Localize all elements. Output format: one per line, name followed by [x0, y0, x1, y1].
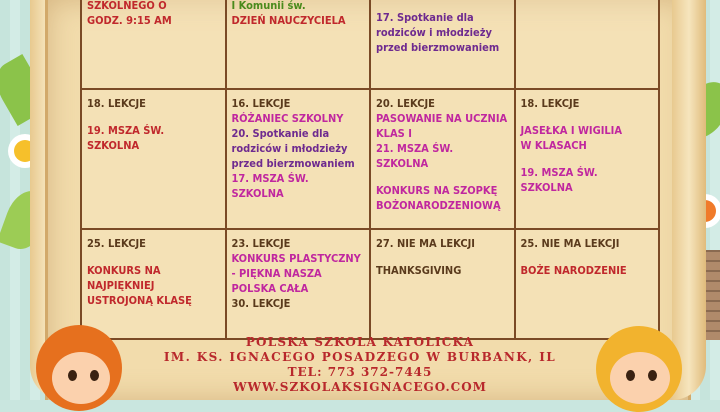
spacer: [87, 111, 220, 123]
calendar-event-line: 23. LEKCJE: [231, 237, 291, 250]
calendar-event-line: THANKSGIVING: [376, 264, 462, 277]
calendar-cell: [81, 229, 226, 339]
calendar-event-line: DZIEŃ NAUCZYCIELA: [231, 14, 346, 27]
calendar-event-line: GODZ. 9:15 AM: [87, 14, 172, 27]
calendar-event-line: SZKOLNA: [231, 187, 284, 200]
spacer: [521, 153, 654, 165]
calendar-cell: [81, 0, 226, 89]
calendar-event-line: POLSKA CAŁA: [231, 282, 309, 295]
calendar-event-line: NAJPIĘKNIEJ: [87, 279, 155, 292]
calendar-event-line: 21. MSZA ŚW. SZKOLNA: [376, 142, 454, 170]
calendar-cell: [370, 229, 515, 339]
calendar-cell: [226, 89, 371, 229]
calendar-event-line: 20. Spotkanie dla: [231, 127, 330, 140]
spacer: [376, 251, 509, 263]
calendar-week-row: [81, 89, 659, 229]
calendar-event-line: 20. LEKCJE: [376, 97, 435, 110]
calendar-week-row: [81, 0, 659, 89]
calendar-event-line: BOŻE NARODZENIE: [520, 264, 627, 277]
calendar-event-line: RÓŻANIEC SZKOLNY: [231, 112, 344, 125]
calendar-event-line: 17. Spotkanie dla: [376, 11, 474, 24]
calendar-event-line: przed bierzmowaniem: [231, 157, 355, 170]
calendar-event-line: 25. LEKCJE: [87, 237, 146, 250]
calendar-cell: [370, 89, 515, 229]
spacer: [87, 251, 220, 263]
school-patron-location: IM. KS. IGNACEGO POSADZEGO W BURBANK, IL: [163, 350, 557, 364]
calendar-cell: [226, 229, 371, 339]
calendar-event-line: - PIĘKNA NASZA: [231, 267, 322, 280]
calendar-event-line: przed bierzmowaniem: [376, 41, 500, 54]
calendar-event-line: KLAS I: [376, 127, 412, 140]
calendar-event-line: rodziców i młodzieży: [376, 26, 492, 39]
calendar-event-line: 18. LEKCJE: [520, 97, 580, 110]
spacer: [376, 171, 509, 183]
event-calendar: [80, 0, 660, 340]
calendar-cell: [226, 0, 371, 89]
calendar-event-line: 30. LEKCJE: [231, 297, 291, 310]
school-footer: [0, 335, 720, 395]
spacer: [376, 0, 509, 10]
calendar-event-line: 25. NIE MA LEKCJI: [520, 237, 620, 250]
calendar-event-line: USTROJONĄ KLASĘ: [87, 294, 192, 307]
calendar-event-line: PASOWANIE NA UCZNIA: [376, 112, 508, 125]
calendar-event-line: 17. MSZA ŚW.: [231, 172, 309, 185]
calendar-event-line: KONKURS NA: [87, 264, 161, 277]
calendar-event-line: 19. MSZA ŚW.: [520, 166, 598, 179]
calendar-event-line: 16. LEKCJE: [231, 97, 291, 110]
calendar-event-line: SZKOLNA: [87, 139, 140, 152]
calendar-event-line: 18. LEKCJE: [87, 97, 146, 110]
calendar-event-line: BOŻONARODZENIOWĄ: [376, 199, 501, 212]
school-name: POLSKA SZKOLA KATOLICKA: [245, 335, 475, 349]
school-phone: TEL: 773 372-7445: [287, 365, 433, 379]
school-website[interactable]: WWW.SZKOLAKSIGNACEGO.COM: [233, 380, 487, 394]
calendar-event-line: W KLASACH: [520, 139, 587, 152]
calendar-event-line: rodziców i młodzieży: [231, 142, 348, 155]
calendar-event-line: I Komunii św.: [231, 0, 306, 12]
calendar-cell: [515, 229, 660, 339]
calendar-event-line: KONKURS NA SZOPKĘ: [376, 184, 498, 197]
calendar-event-line: SZKOLNA: [520, 181, 573, 194]
calendar-week-row: [81, 229, 659, 339]
calendar-cell: [515, 89, 660, 229]
calendar-cell: [81, 89, 226, 229]
calendar-event-line: SZKOLNEGO O: [87, 0, 167, 12]
spacer: [521, 111, 654, 123]
calendar-cell: [370, 0, 515, 89]
calendar-event-line: KONKURS PLASTYCZNY: [231, 252, 361, 265]
calendar-event-line: JASEŁKA I WIGILIA: [520, 124, 623, 137]
calendar-event-line: 19. MSZA ŚW.: [87, 124, 165, 137]
calendar-cell: [515, 0, 660, 89]
calendar-event-line: 27. NIE MA LEKCJI: [376, 237, 475, 250]
spacer: [521, 251, 654, 263]
